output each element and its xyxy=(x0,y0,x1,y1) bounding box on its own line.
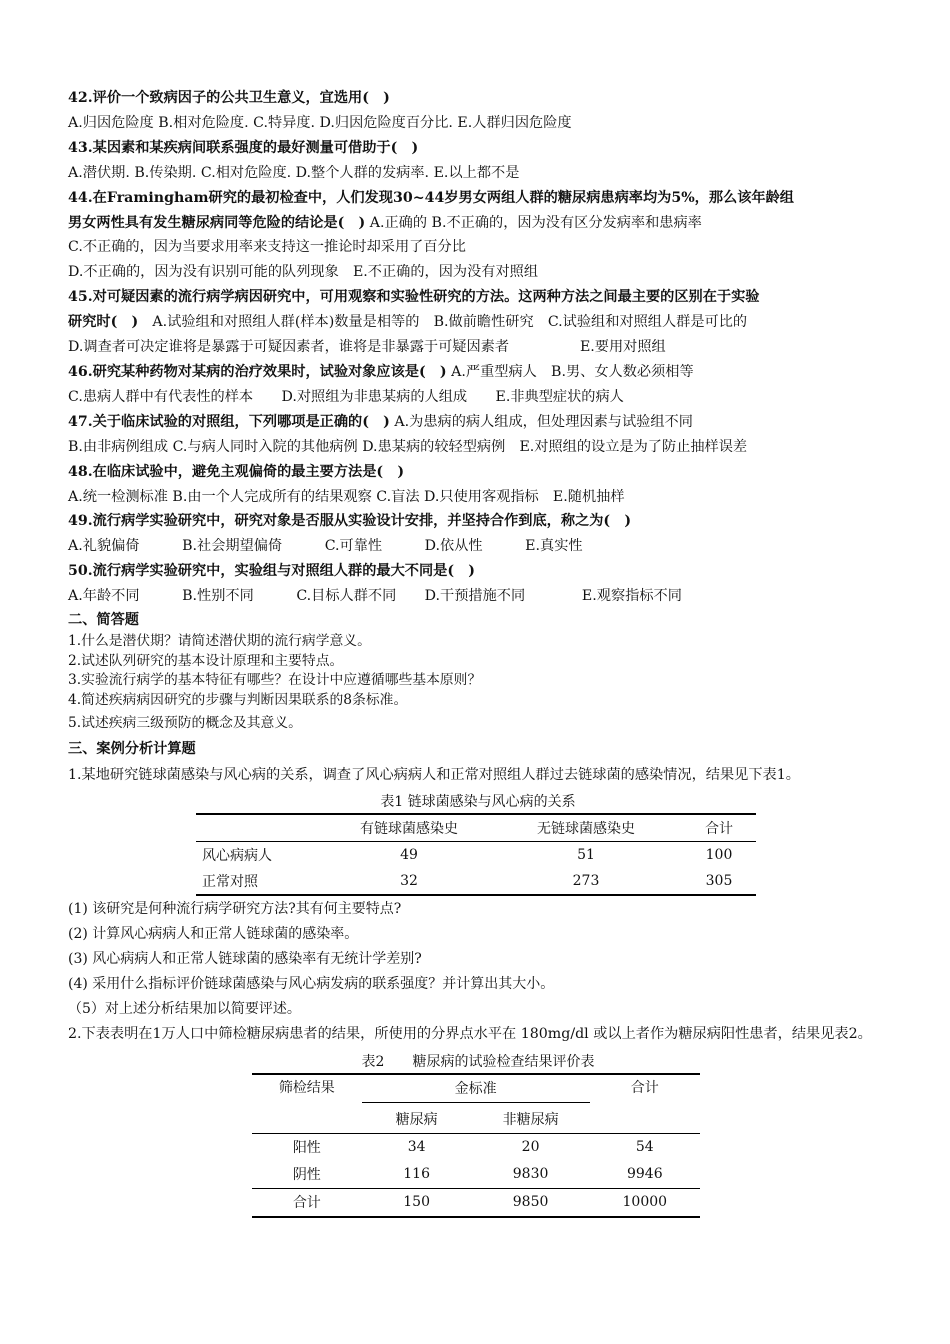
question-line xyxy=(68,161,888,186)
table2-header-row xyxy=(252,1074,700,1103)
short-answer-item: 4.简述疾病病因研究的步骤与判断因果联系的8条标准。 xyxy=(68,691,408,708)
table2-header-gold: 金标准 xyxy=(362,1074,590,1103)
question-options: C.患病人群中有代表性的样本 D.对照组为非患某病的人组成 E.非典型症状的病人 xyxy=(68,388,624,405)
question-options: D.调查者可决定谁将是暴露于可疑因素者，谁将是非暴露于可疑因素者 E.要用对照组 xyxy=(68,339,666,356)
table-cell: 34 xyxy=(407,1139,426,1156)
exam-page xyxy=(68,86,888,1218)
case1-question: (2) 计算风心病病人和正常人链球菌的感染率。 xyxy=(68,925,359,942)
table-cell: 54 xyxy=(635,1139,654,1156)
question-options: A.归因危险度 B.相对危险度. C.特异度. D.归因危险度百分比. E.人群归因危险度 xyxy=(68,114,572,131)
question-line xyxy=(68,111,888,136)
table2-sub-pos: 糖尿病 xyxy=(362,1102,472,1133)
case2-intro: 2.下表表明在1万人口中筛检糖尿病患者的结果，所使用的分界点水平在 180mg/dl 或以上者作为糖尿病阳性患者，结果见表2。 xyxy=(68,1025,872,1042)
section2-title: 二、简答题 xyxy=(68,612,139,629)
question-line xyxy=(68,186,888,211)
table1-header-cell: 无链球菌感染史 xyxy=(490,814,682,842)
question-line xyxy=(68,360,888,385)
table-cell: 305 xyxy=(705,872,733,889)
case1-question: （5）对上述分析结果加以简要评述。 xyxy=(68,1000,301,1017)
question-line xyxy=(68,285,888,310)
question-block xyxy=(68,136,888,186)
table1-caption: 表1 链球菌感染与风心病的关系 xyxy=(380,793,576,810)
table-cell: 9830 xyxy=(512,1166,549,1183)
question-line xyxy=(68,509,888,534)
question-line xyxy=(68,86,888,111)
question-line xyxy=(68,235,888,260)
question-options: D.不正确的，因为没有识别可能的队列现象 E.不正确的，因为没有对照组 xyxy=(68,264,539,281)
table2-header-total: 合计 xyxy=(630,1079,659,1096)
question-line xyxy=(68,211,888,236)
question-line xyxy=(68,310,888,335)
table-cell: 9946 xyxy=(626,1166,663,1183)
table-row xyxy=(252,1161,700,1189)
table-row xyxy=(252,1133,700,1161)
table2-caption: 表2 糖尿病的试验检查结果评价表 xyxy=(361,1053,595,1070)
table-cell: 正常对照 xyxy=(202,873,258,890)
table-row xyxy=(252,1188,700,1217)
case1-intro: 1.某地研究链球菌感染与风心病的关系，调查了风心病病人和正常对照组人群过去链球菌的感染情况，结果见下表1。 xyxy=(68,766,800,783)
table1-header-cell xyxy=(196,814,328,842)
question-block xyxy=(68,360,888,410)
question-options: A.正确的 B.不正确的，因为没有区分发病率和患病率 xyxy=(365,214,702,231)
question-stem: 47.关于临床试验的对照组，下列哪项是正确的( ) xyxy=(68,413,390,430)
question-line xyxy=(68,534,888,559)
table1 xyxy=(196,813,756,896)
table-row xyxy=(196,841,756,868)
multiple-choice-questions xyxy=(68,86,888,609)
table-cell: 116 xyxy=(403,1166,430,1183)
question-options: A.年龄不同 B.性别不同 C.目标人群不同 D.干预措施不同 E.观察指标不同 xyxy=(68,588,682,605)
question-line xyxy=(68,385,888,410)
question-options: A.统一检测标准 B.由一个人完成所有的结果观察 C.盲法 D.只使用客观指标 E.随机抽样 xyxy=(68,488,625,505)
section3-title: 三、案例分析计算题 xyxy=(68,740,196,757)
table1-header-cell: 有链球菌感染史 xyxy=(328,814,490,842)
table2-sub-neg: 非糖尿病 xyxy=(472,1102,590,1133)
table-cell: 20 xyxy=(521,1139,540,1156)
table-cell: 51 xyxy=(577,846,595,863)
question-block xyxy=(68,460,888,510)
short-answer-item: 2.试述队列研究的基本设计原理和主要特点。 xyxy=(68,652,344,669)
question-line xyxy=(68,460,888,485)
table-row xyxy=(196,868,756,895)
question-line xyxy=(68,335,888,360)
case1-question: (4) 采用什么指标评价链球菌感染与风心病发病的联系强度？并计算出其大小。 xyxy=(68,975,555,992)
question-line xyxy=(68,260,888,285)
question-block xyxy=(68,285,888,360)
question-stem: 49.流行病学实验研究中，研究对象是否服从实验设计安排，并坚持合作到底，称之为( ) xyxy=(68,513,632,530)
question-stem: 男女两性具有发生糖尿病同等危险的结论是( ) xyxy=(68,214,366,231)
question-stem: 48.在临床试验中，避免主观偏倚的最主要方法是( ) xyxy=(68,463,405,480)
short-answer-item: 3.实验流行病学的基本特征有哪些？在设计中应遵循哪些基本原则？ xyxy=(68,672,482,689)
question-block xyxy=(68,186,888,286)
table-cell: 阴性 xyxy=(292,1167,321,1184)
table-cell: 100 xyxy=(705,846,733,863)
question-stem: 42.评价一个致病因子的公共卫生意义，宜选用( ) xyxy=(68,90,390,106)
case1-questions xyxy=(68,897,888,1022)
table-cell: 32 xyxy=(400,872,418,889)
table-cell: 273 xyxy=(572,872,600,889)
case1-question: (3) 风心病病人和正常人链球菌的感染率有无统计学差别? xyxy=(68,950,422,967)
question-line xyxy=(68,485,888,510)
question-options: C.不正确的，因为当要求用率来支持这一推论时却采用了百分比 xyxy=(68,239,466,256)
question-line xyxy=(68,136,888,161)
question-line xyxy=(68,435,888,460)
table-cell: 合计 xyxy=(292,1195,321,1212)
table-cell: 49 xyxy=(400,846,418,863)
table-cell: 150 xyxy=(403,1194,430,1211)
question-block xyxy=(68,86,888,136)
table2 xyxy=(252,1073,700,1218)
question-options: B.由非病例组成 C.与病人同时入院的其他病例 D.患某病的较轻型病例 E.对照组的设立是为了防止抽样误差 xyxy=(68,438,748,455)
case1-question: (1) 该研究是何种流行病学研究方法?其有何主要特点? xyxy=(68,900,402,917)
question-line xyxy=(68,559,888,584)
question-options: A.潜伏期. B.传染期. C.相对危险度. D.整个人群的发病率. E.以上都不是 xyxy=(68,164,520,181)
table-cell: 风心病病人 xyxy=(202,847,272,864)
question-stem: 43.某因素和某疾病间联系强度的最好测量可借助于( ) xyxy=(68,139,419,156)
table-cell: 9850 xyxy=(512,1194,549,1211)
short-answer-item: 1.什么是潜伏期？请简述潜伏期的流行病学意义。 xyxy=(68,633,371,650)
table2-header-screen: 筛检结果 xyxy=(278,1079,335,1096)
question-stem: 研究时( ) xyxy=(68,314,139,331)
table1-header-cell: 合计 xyxy=(682,814,756,842)
question-options: A.试验组和对照组人群(样本)数量是相等的 B.做前瞻性研究 C.试验组和对照组人群是可比的 xyxy=(138,314,748,331)
question-line xyxy=(68,410,888,435)
table-cell: 10000 xyxy=(622,1194,668,1211)
question-options: A.为患病的病人组成，但处理因素与试验组不同 xyxy=(389,413,693,430)
question-block xyxy=(68,509,888,559)
question-stem: 44.在Framingham研究的最初检查中，人们发现30~44岁男女两组人群的糖尿病患病率均为5%，那么该年龄组 xyxy=(68,189,794,206)
short-answer-item: 5.试述疾病三级预防的概念及其意义。 xyxy=(68,715,302,732)
table1-header-row xyxy=(196,814,756,842)
question-options: A.礼貌偏倚 B.社会期望偏倚 C.可靠性 D.依从性 E.真实性 xyxy=(68,538,583,555)
question-block xyxy=(68,559,888,609)
table-cell: 阳性 xyxy=(292,1140,321,1157)
question-block xyxy=(68,410,888,460)
question-stem: 50.流行病学实验研究中，实验组与对照组人群的最大不同是( ) xyxy=(68,563,475,580)
question-line xyxy=(68,584,888,609)
short-answer-list xyxy=(68,632,888,734)
question-stem: 45.对可疑因素的流行病学病因研究中，可用观察和实验性研究的方法。这两种方法之间最主要的区别在于实验 xyxy=(68,289,760,306)
question-stem: 46.研究某种药物对某病的治疗效果时，试验对象应该是( ) xyxy=(68,363,447,380)
question-options: A.严重型病人 B.男、女人数必须相等 xyxy=(446,363,694,380)
